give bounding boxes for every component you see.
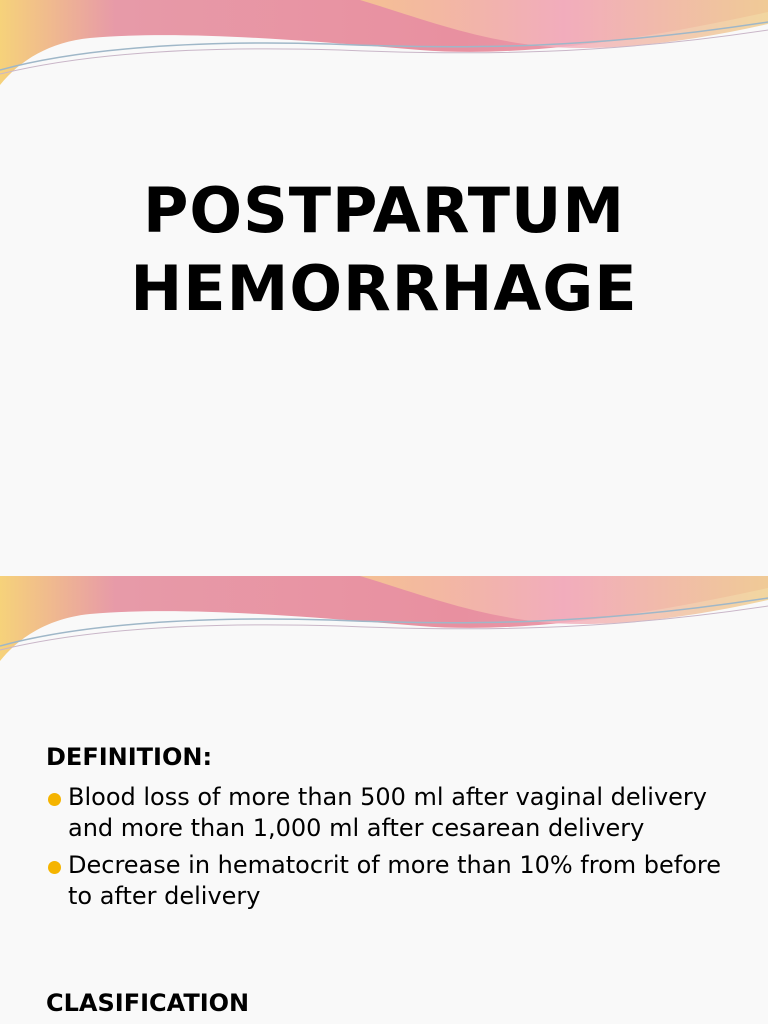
classification-heading: CLASIFICATION <box>46 989 250 1017</box>
bullet-text: Decrease in hematocrit of more than 10% from before to after delivery <box>68 851 722 910</box>
decorative-wave-header <box>0 576 768 676</box>
definition-heading: DEFINITION: <box>46 743 213 771</box>
bullet-item <box>46 782 746 844</box>
title-line-2: HEMORRHAGE <box>130 252 638 325</box>
title-line-1: POSTPARTUM <box>142 174 626 247</box>
slide-title <box>0 172 768 328</box>
decorative-wave-header <box>0 0 768 100</box>
bullet-item <box>46 850 746 912</box>
bullet-dot-icon <box>48 793 61 806</box>
definition-slide <box>0 576 768 1024</box>
bullet-dot-icon <box>48 861 61 874</box>
definition-bullet-list <box>46 782 746 918</box>
bullet-text: Blood loss of more than 500 ml after vaginal delivery and more than 1,000 ml after cesarean delivery <box>68 783 707 842</box>
